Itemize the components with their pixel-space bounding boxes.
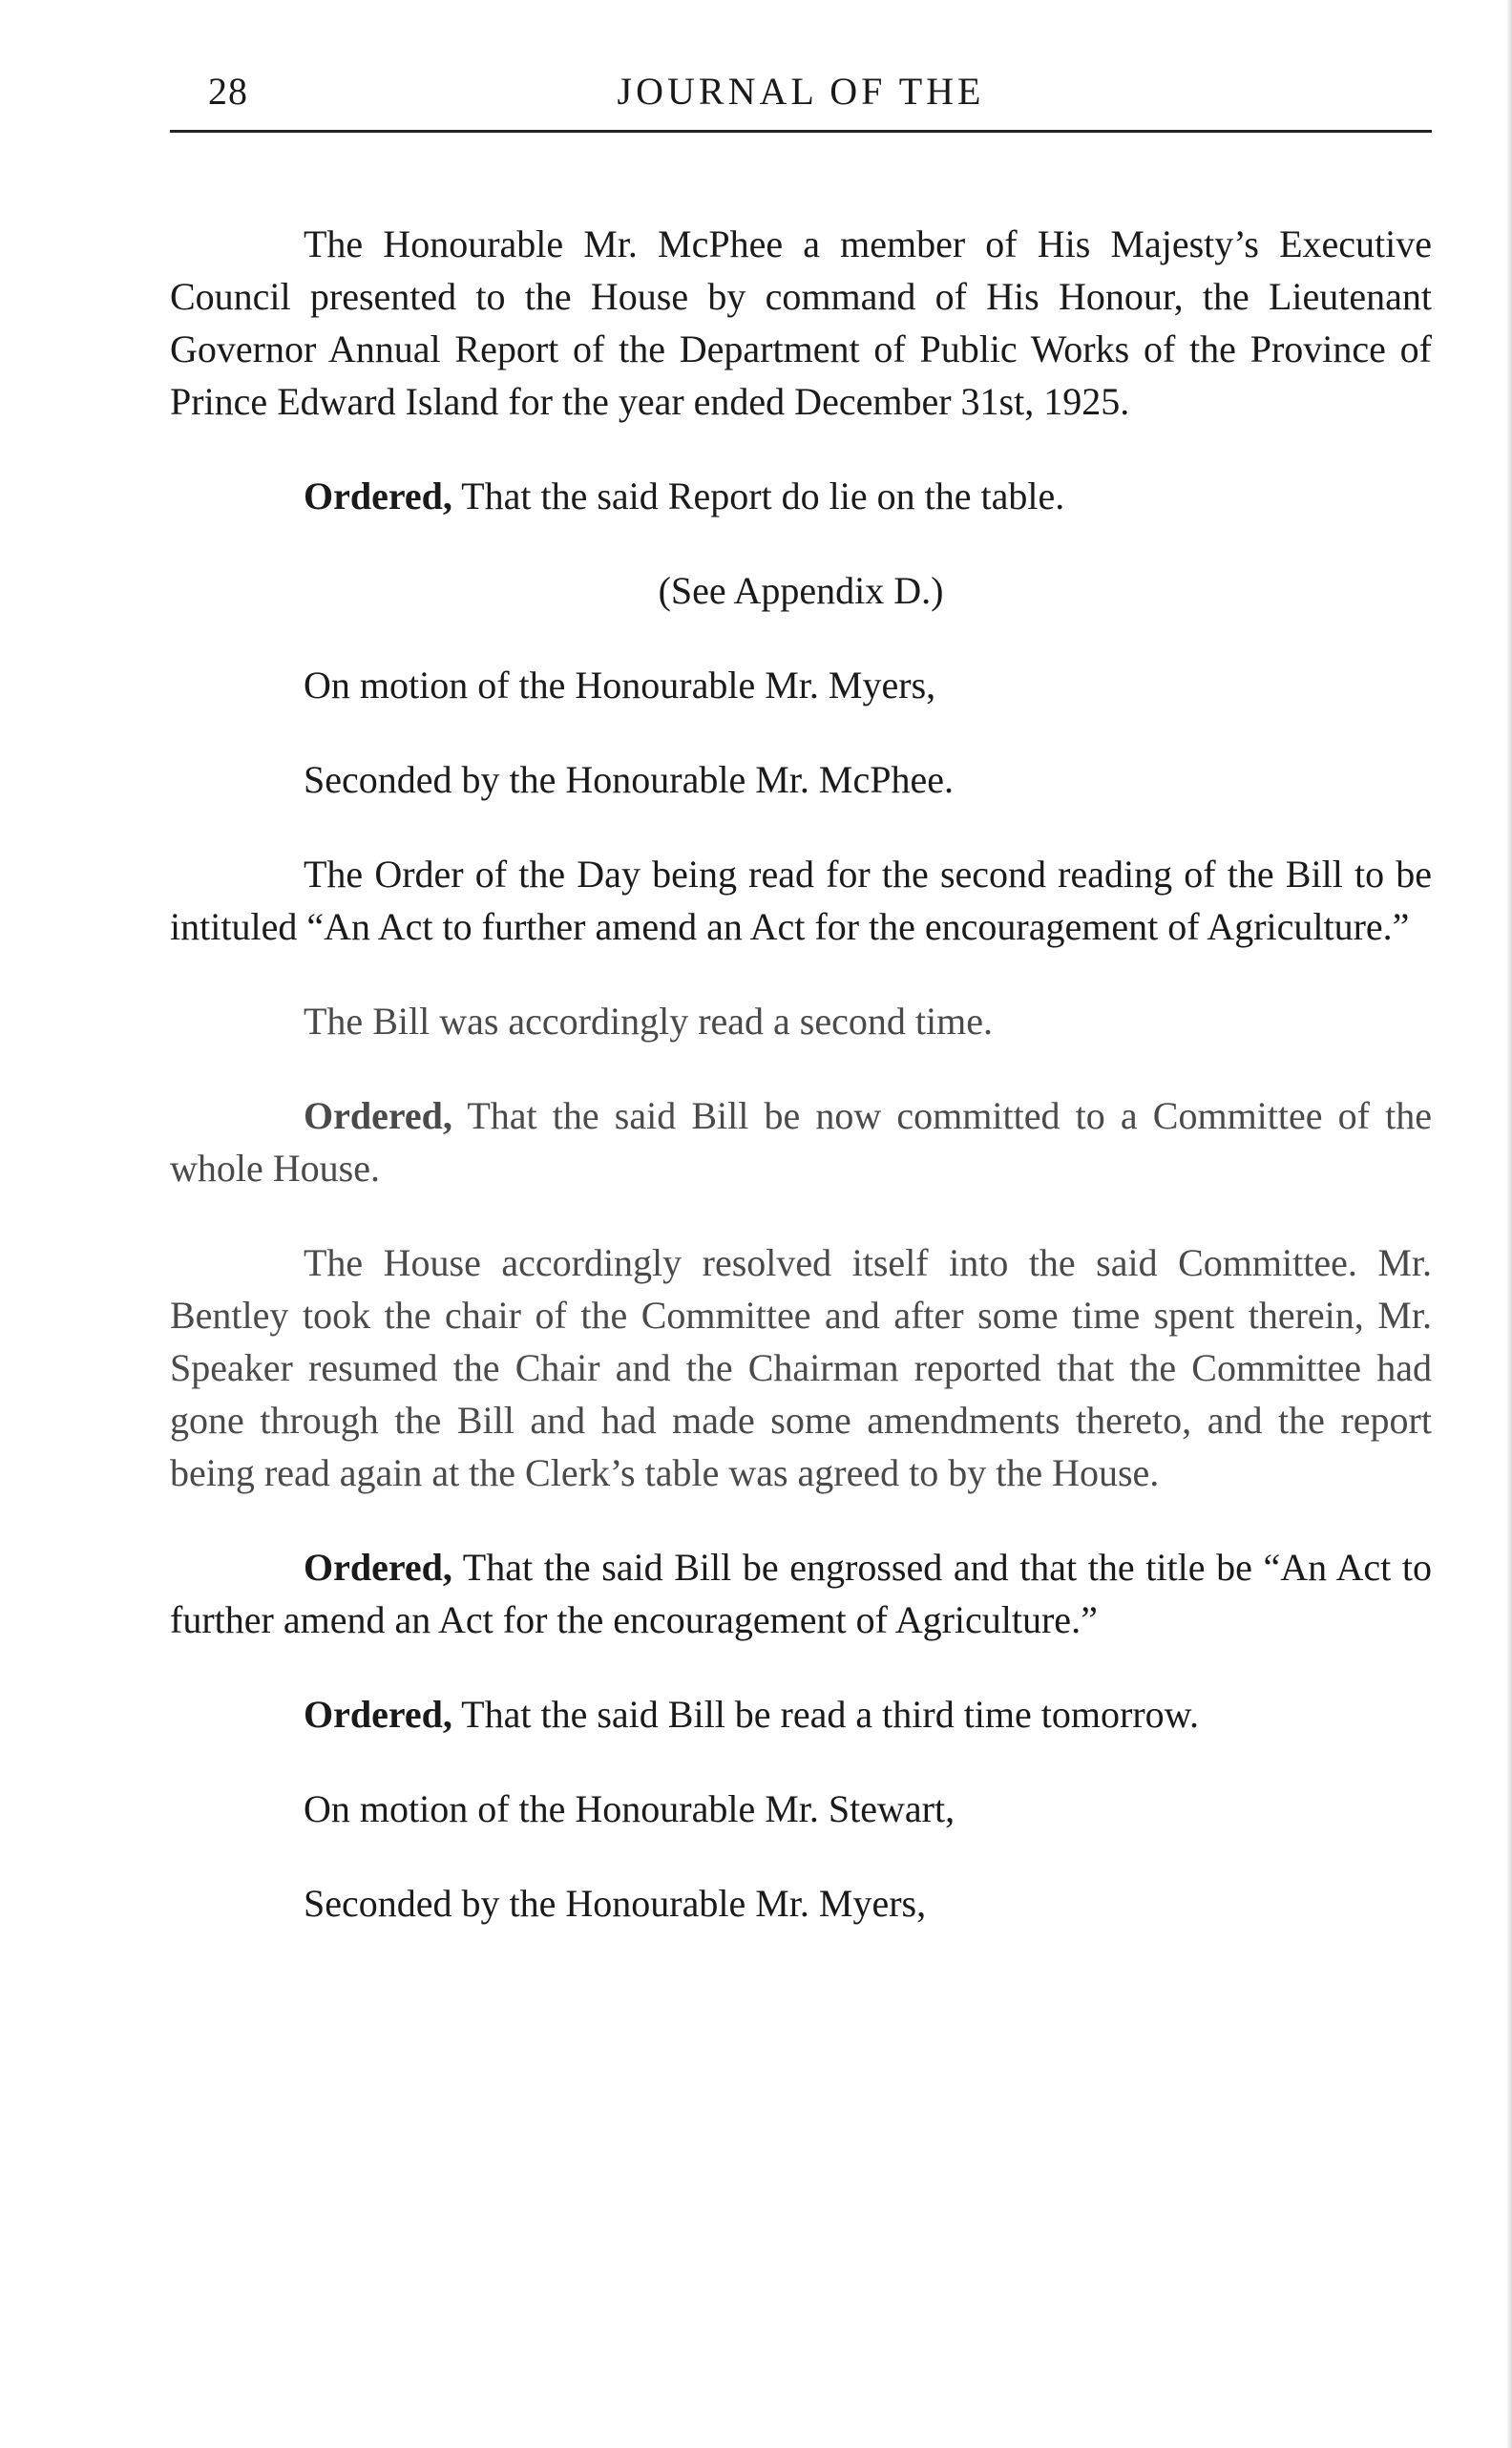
ordered-text: That the said Bill be read a third time tomorrow. xyxy=(452,1693,1199,1736)
header-rule xyxy=(170,130,1432,133)
ordered-label: Ordered, xyxy=(304,1546,452,1589)
paragraph-second-reading: The Bill was accordingly read a second time. xyxy=(304,1000,993,1043)
paragraph-ordered-third-reading xyxy=(170,1688,1432,1741)
paragraph-ordered-report-lie xyxy=(170,470,1432,522)
paragraph-motion: On motion of the Honourable Mr. Myers, xyxy=(304,664,936,707)
paragraph-motion-stewart: On motion of the Honourable Mr. Stewart, xyxy=(304,1787,956,1830)
ordered-text: That the said Bill be now committed to a Committee of the whole House. xyxy=(170,1094,1432,1190)
paragraph-appendix-reference: (See Appendix D.) xyxy=(658,569,944,612)
paragraph-order-of-day: The Order of the Day being read for the second reading of the Bill to be intituled “An Act to further amend an Act for the encouragement of Agriculture.” xyxy=(170,853,1432,948)
ordered-text: That the said Bill be engrossed and that the title be “An Act to further amend an Act for the encouragement of Agriculture.” xyxy=(170,1546,1432,1641)
paragraph-ordered-committed xyxy=(170,1089,1432,1194)
paragraph-seconded: Seconded by the Honourable Mr. McPhee. xyxy=(304,758,954,801)
page-edge-shadow xyxy=(1506,0,1512,2448)
paragraph-committee-report: The House accordingly resolved itself into the said Committee. Mr. Bentley took the chair of the Committee and after some time spent therein, Mr. Speaker resumed the Chair and the Chairman reported that the Committee had gone through the Bill and had made some amendments thereto, and the report being read again at the Clerk’s table was agreed to by the House. xyxy=(170,1241,1432,1494)
paragraph-ordered-engrossed xyxy=(170,1541,1432,1646)
journal-body xyxy=(170,218,1432,1972)
ordered-text: That the said Report do lie on the table. xyxy=(452,475,1065,517)
running-head: JOURNAL OF THE xyxy=(617,70,985,113)
paragraph-report-presented: The Honourable Mr. McPhee a member of His Majesty’s Executive Council presented to the House by command of His Honour, the Lieutenant Governor Annual Report of the Department of Public Works of the Province of Prince Edward Island for the year ended December 31st, 1925. xyxy=(170,222,1432,423)
paragraph-seconded-myers: Seconded by the Honourable Mr. Myers, xyxy=(304,1882,927,1925)
ordered-label: Ordered, xyxy=(304,475,452,517)
page-header xyxy=(170,69,1432,130)
ordered-label: Ordered, xyxy=(304,1693,452,1736)
page-number: 28 xyxy=(208,70,248,113)
ordered-label: Ordered, xyxy=(304,1094,452,1137)
